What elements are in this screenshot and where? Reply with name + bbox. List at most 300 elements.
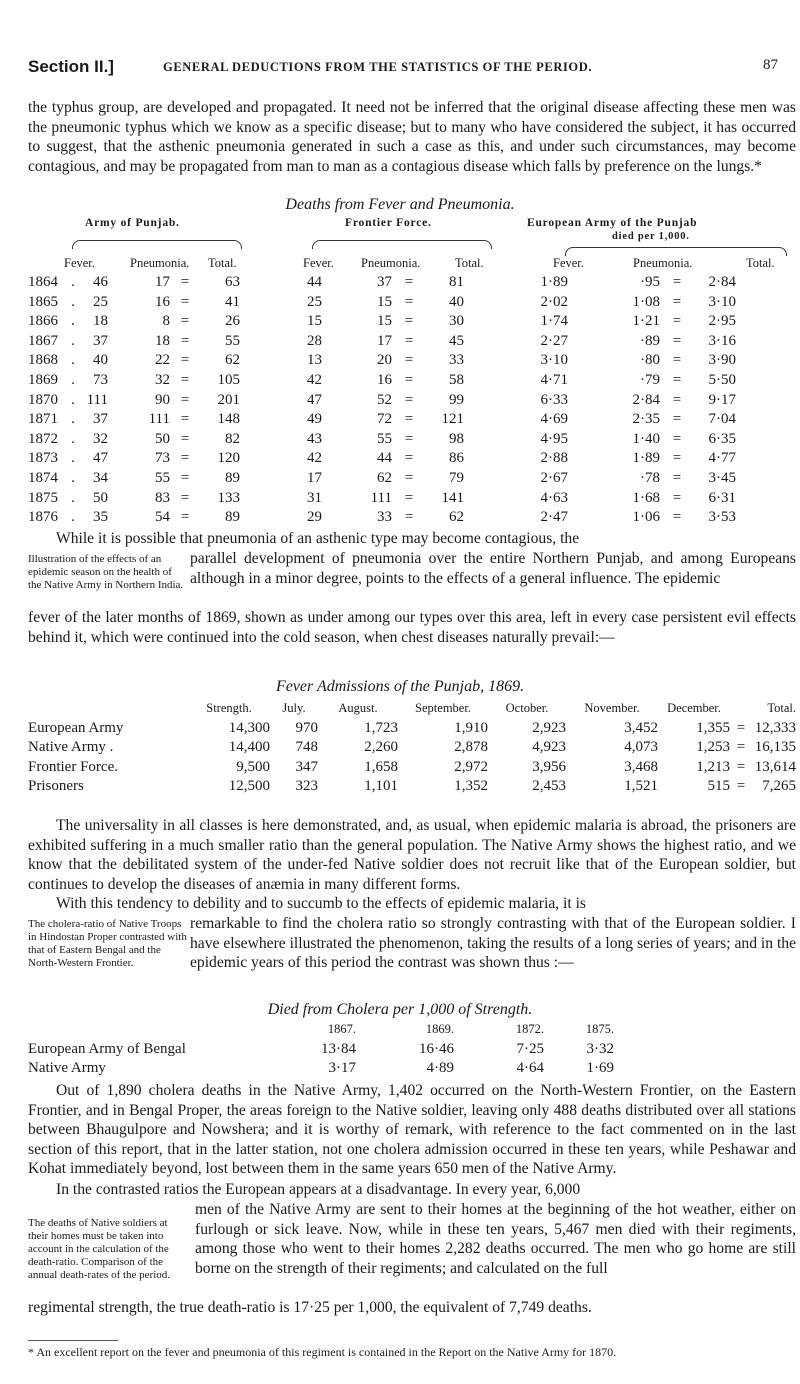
table-row [28,332,736,352]
frontier-pneumonia-cell: 37 [377,274,392,290]
table-row [28,312,736,332]
european-fever-cell: 2·47 [540,509,568,526]
european-pneumonia-cell: 1·68 [632,489,660,506]
month-cell: 2,972 [454,758,488,775]
european-total-cell: 2·95 [708,313,736,330]
row-label: Prisoners [28,778,84,795]
frontier-fever-cell: 28 [307,332,322,349]
army-pneumonia-cell: 55 [155,469,170,486]
equals-sign: = [672,430,682,447]
paragraph-universality: The universality in all classes is here demonstrated, and, as usual, when epidemic malaria is abroad, the prisoners are exhibited suffering in a much smaller ratio than the general population. The Native Army shows the highest ratio, and we know that the debilitated system of the under-fed Native soldier does not recruit like that of the European soldier, but continues to develop the diseases of anæmia in many different forms. [28,817,796,893]
row-label: European Army of Bengal [28,1040,186,1057]
equals-sign: = [180,411,190,428]
frontier-total-cell: 81 [449,274,464,290]
col-header-year-1867: 1867. [327,1022,356,1036]
equals-sign: = [180,509,190,526]
col-header-october: October. [505,701,549,715]
paragraph-cholera-deaths: Out of 1,890 cholera deaths in the Native Army, 1,402 occurred on the North-Western Frontier, on the Eastern Frontier, and in Bengal Proper, the areas foreign to the Native soldier, leaving only 488 deaths distributed over all stations between Bhaugulpore and Nowshera; and it is worthy of remark, with reference to the fact commented on in the last section of this report, that in the latter station, not one cholera admission occurred in these ten years, while Peshawar and Kohat immediately beyond, lost between them in the same years 650 men of the Native Army. [28,1082,796,1178]
col-header-fever: Fever. [303,256,334,270]
table-row [28,758,796,778]
european-pneumonia-cell: 1·89 [632,450,660,467]
leader-dot: . [71,352,75,369]
european-fever-cell: 2·27 [540,332,568,349]
equals-sign: = [180,450,190,467]
equals-sign: = [404,430,414,447]
equals-sign: = [404,450,414,467]
european-total-cell: 2·84 [708,274,736,290]
col-header-september: September. [415,701,471,715]
army-total-cell: 63 [225,274,240,290]
european-fever-cell: 2·67 [540,469,568,486]
table-row [28,738,796,758]
army-total-cell: 148 [217,411,240,428]
equals-sign: = [404,509,414,526]
frontier-total-cell: 45 [449,332,464,349]
footnote-rule [28,1340,118,1341]
col-header-pneumonia: Pneumonia. [633,256,693,270]
european-pneumonia-cell: 1·21 [632,313,660,330]
army-pneumonia-cell: 90 [155,391,170,408]
table2-title: Fever Admissions of the Punjab, 1869. [275,678,525,695]
row-label: Native Army [28,1060,106,1077]
frontier-pneumonia-cell: 17 [377,332,392,349]
equals-sign: = [672,509,682,526]
army-fever-cell: 25 [93,293,108,310]
army-total-cell: 105 [217,371,240,388]
year-cell: 1876 [28,509,58,526]
leader-dot: . [71,313,75,330]
army-pneumonia-cell: 54 [155,509,170,526]
leader-dot: . [71,509,75,526]
strength-cell: 14,400 [228,739,270,756]
month-cell: 3,956 [532,758,566,775]
table-row [28,1059,614,1079]
col-header-year-1869: 1869. [425,1022,454,1036]
european-fever-cell: 2·02 [540,293,568,310]
month-cell: 3,452 [624,719,658,736]
european-total-cell: 7·04 [708,411,736,428]
month-cell: 1,355 [696,719,730,736]
leader-dot: . [71,469,75,486]
month-cell: 748 [295,739,318,756]
army-total-cell: 26 [225,313,240,330]
footnote: * An excellent report on the fever and pneumonia of this regiment is contained in the Report on the Native Army for 1870. [28,1345,617,1359]
european-total-cell: 3·45 [708,469,736,486]
equals-sign: = [404,352,414,369]
leader-dot: . [71,411,75,428]
col-header-total: Total. [208,256,237,270]
frontier-fever-cell: 49 [307,411,322,428]
equals-sign: = [180,489,190,506]
frontier-total-cell: 40 [449,293,464,310]
col-header-november: November. [584,701,640,715]
month-cell: 347 [295,758,318,775]
sidenote-deaths-at-home: The deaths of Native soldiers at their homes must be taken into account in the calculation of the death-ratio. Comparison of the annual death-rates of the period. [28,1217,171,1281]
col-header-total: Total. [746,256,775,270]
page-number: 87 [763,57,778,73]
equals-sign: = [180,352,190,369]
equals-sign: = [404,274,414,290]
equals-sign: = [736,758,746,775]
month-cell: 1,101 [364,778,398,795]
month-cell: 4,073 [624,739,658,756]
table-row [28,293,736,313]
ratio-cell: 13·84 [321,1040,356,1057]
european-fever-cell: 1·89 [540,274,568,290]
equals-sign: = [672,274,682,290]
sidenote-epidemic-season: Illustration of the effects of an epidemic season on the health of the Native Army in Northern India. [28,553,184,591]
equals-sign: = [180,391,190,408]
frontier-pneumonia-cell: 55 [377,430,392,447]
european-pneumonia-cell: ·95 [640,274,660,290]
year-cell: 1870 [28,391,58,408]
army-fever-cell: 35 [93,509,108,526]
col-header-strength: Strength. [206,701,252,715]
month-cell: 1,213 [696,758,730,775]
equals-sign: = [672,332,682,349]
table-row [28,351,736,371]
equals-sign: = [404,332,414,349]
equals-sign: = [404,313,414,330]
army-total-cell: 201 [217,391,240,408]
european-pneumonia-cell: ·89 [640,332,660,349]
leader-dot: . [71,430,75,447]
frontier-fever-cell: 13 [307,352,322,369]
army-pneumonia-cell: 83 [155,489,170,506]
frontier-fever-cell: 29 [307,509,322,526]
year-cell: 1869 [28,371,58,388]
ratio-cell: 1·69 [586,1060,614,1077]
european-total-cell: 3·16 [708,332,736,349]
equals-sign: = [672,469,682,486]
year-cell: 1864 [28,274,58,290]
army-total-cell: 55 [225,332,240,349]
army-fever-cell: 32 [93,430,108,447]
group-brace-army-punjab [72,240,242,249]
army-total-cell: 120 [217,450,240,467]
army-total-cell: 89 [225,469,240,486]
european-fever-cell: 2·88 [540,450,568,467]
section-label: Section II.] [28,57,114,76]
table-cholera-deaths [28,1020,614,1079]
running-title: GENERAL DEDUCTIONS FROM THE STATISTICS OF THE PERIOD. [163,60,593,74]
year-cell: 1866 [28,313,58,330]
equals-sign: = [672,352,682,369]
european-total-cell: 4·77 [708,450,736,467]
equals-sign: = [404,489,414,506]
total-cell: 16,135 [754,739,796,756]
frontier-total-cell: 62 [449,509,464,526]
paragraph-contrasted-wrap: men of the Native Army are sent to their homes at the beginning of the hot weather, either on furlough or sick leave. Now, while in these ten years, 5,467 men died with their regiments, among those who went to their homes 2,282 deaths occurred. The men who go home are still borne on the strength of their regiments; and calculated on the full [195,1201,796,1277]
paragraph-asthenic-tail: fever of the later months of 1869, shown as under among our types over this area, left in every case persistent evil effects behind it, which were continued into the cold season, when chest diseases naturally prevail:— [28,609,796,646]
army-fever-cell: 37 [93,332,108,349]
paragraph-asthenic-lead: While it is possible that pneumonia of an asthenic type may become contagious, the [56,530,580,547]
table-row [28,777,796,797]
month-cell: 2,923 [532,719,566,736]
month-cell: 4,923 [532,739,566,756]
month-cell: 1,253 [696,739,730,756]
army-fever-cell: 37 [93,411,108,428]
ratio-cell: 3·17 [328,1060,356,1077]
army-pneumonia-cell: 16 [155,293,170,310]
european-fever-cell: 1·74 [540,313,568,330]
year-cell: 1868 [28,352,58,369]
frontier-fever-cell: 42 [307,371,322,388]
year-cell: 1875 [28,489,58,506]
table-row [28,719,796,739]
frontier-pneumonia-cell: 16 [377,371,392,388]
frontier-pneumonia-cell: 52 [377,391,392,408]
month-cell: 3,468 [624,758,658,775]
army-pneumonia-cell: 73 [155,450,170,467]
frontier-fever-cell: 43 [307,430,322,447]
equals-sign: = [672,371,682,388]
equals-sign: = [404,391,414,408]
frontier-pneumonia-cell: 33 [377,509,392,526]
frontier-total-cell: 58 [449,371,464,388]
frontier-pneumonia-cell: 62 [377,469,392,486]
paragraph-debility-wrap: remarkable to find the cholera ratio so strongly contrasting with that of the European soldier. I have elsewhere illustrated the phenomenon, taking the results of a long series of years; and in the epidemic years of this period the contrast was shown thus :— [190,915,796,972]
equals-sign: = [180,274,190,290]
frontier-total-cell: 30 [449,313,464,330]
frontier-pneumonia-cell: 20 [377,352,392,369]
army-total-cell: 82 [225,430,240,447]
month-cell: 1,521 [624,778,658,795]
leader-dot: . [71,332,75,349]
total-cell: 7,265 [762,778,796,795]
frontier-total-cell: 86 [449,450,464,467]
row-label: European Army [28,719,124,736]
frontier-total-cell: 121 [441,411,464,428]
european-total-cell: 6·35 [708,430,736,447]
european-pneumonia-cell: 1·40 [632,430,660,447]
ratio-cell: 7·25 [516,1040,544,1057]
leader-dot: . [71,391,75,408]
army-pneumonia-cell: 32 [155,371,170,388]
year-cell: 1872 [28,430,58,447]
frontier-total-cell: 33 [449,352,464,369]
equals-sign: = [672,313,682,330]
col-header-july: July. [282,701,306,715]
year-cell: 1867 [28,332,58,349]
european-fever-cell: 4·71 [540,371,568,388]
total-cell: 13,614 [754,758,796,775]
month-cell: 970 [295,719,318,736]
frontier-pneumonia-cell: 111 [370,489,392,506]
army-pneumonia-cell: 22 [155,352,170,369]
frontier-fever-cell: 42 [307,450,322,467]
army-fever-cell: 46 [93,274,108,290]
leader-dot: . [71,489,75,506]
month-cell: 1,658 [364,758,398,775]
group-subheader-per-1000: died per 1,000. [612,231,690,242]
equals-sign: = [672,411,682,428]
sidenote-cholera-ratio: The cholera-ratio of Native Troops in Hindostan Proper contrasted with that of Eastern Bengal and the North-Western Frontier. [28,918,187,969]
frontier-total-cell: 79 [449,469,464,486]
month-cell: 2,453 [532,778,566,795]
frontier-fever-cell: 44 [307,274,322,290]
frontier-fever-cell: 15 [307,313,322,330]
table-row [28,273,736,293]
army-pneumonia-cell: 17 [155,274,170,290]
col-header-fever: Fever. [64,256,95,270]
frontier-fever-cell: 25 [307,293,322,310]
group-brace-frontier-force [312,240,492,249]
month-cell: 515 [707,778,730,795]
army-fever-cell: 111 [86,391,108,408]
equals-sign: = [180,371,190,388]
paragraph-asthenic-wrap: parallel development of pneumonia over the entire Northern Punjab, and among Europeans although in a minor degree, points to the effects of a general influence. The epidemic [190,550,796,587]
month-cell: 1,352 [454,778,488,795]
table-row [28,371,736,391]
army-fever-cell: 34 [93,469,108,486]
frontier-pneumonia-cell: 72 [377,411,392,428]
equals-sign: = [404,293,414,310]
army-total-cell: 133 [217,489,240,506]
leader-dot: . [71,293,75,310]
european-pneumonia-cell: 1·06 [632,509,660,526]
frontier-total-cell: 98 [449,430,464,447]
year-cell: 1865 [28,293,58,310]
army-fever-cell: 50 [93,489,108,506]
equals-sign: = [404,411,414,428]
army-pneumonia-cell: 50 [155,430,170,447]
col-header-total: Total. [455,256,484,270]
table-row [28,391,736,411]
paragraph-contrasted-tail: regimental strength, the true death-ratio is 17·25 per 1,000, the equivalent of 7,749 deaths. [28,1299,592,1316]
frontier-pneumonia-cell: 15 [377,293,392,310]
equals-sign: = [672,450,682,467]
col-header-total: Total. [767,701,796,715]
year-cell: 1873 [28,450,58,467]
month-cell: 323 [295,778,318,795]
european-pneumonia-cell: ·78 [640,469,660,486]
table-row [28,1040,614,1060]
european-fever-cell: 4·69 [540,411,568,428]
equals-sign: = [672,489,682,506]
col-header-pneumonia: Pneumonia. [361,256,421,270]
col-header-fever: Fever. [553,256,584,270]
equals-sign: = [180,430,190,447]
equals-sign: = [736,719,746,736]
european-pneumonia-cell: 1·08 [632,293,660,310]
european-total-cell: 5·50 [708,371,736,388]
army-total-cell: 41 [225,293,240,310]
col-header-august: August. [338,701,378,715]
army-fever-cell: 47 [93,450,108,467]
equals-sign: = [404,469,414,486]
table-row [28,449,736,469]
ratio-cell: 16·46 [419,1040,454,1057]
table-deaths-fever-pneumonia [28,273,736,528]
army-total-cell: 89 [225,509,240,526]
group-header-frontier-force: Frontier Force. [345,217,432,229]
paragraph-intro: the typhus group, are developed and propagated. It need not be inferred that the original disease affecting these men was the pneumonic typhus which we know as a specific disease; but to many who have considered the subject, it has occurred to suggest, that the asthenic pneumonia generated in such a case as this, and under such circumstances, may become contagious, and may be propagated from man to man as a contagious disease which falls by preference on the lungs.* [28,99,796,175]
frontier-pneumonia-cell: 15 [377,313,392,330]
col-header-december: December. [667,701,721,715]
european-total-cell: 3·10 [708,293,736,310]
strength-cell: 9,500 [236,758,270,775]
european-fever-cell: 3·10 [540,352,568,369]
army-pneumonia-cell: 111 [148,411,170,428]
equals-sign: = [736,778,746,795]
army-pneumonia-cell: 18 [155,332,170,349]
frontier-pneumonia-cell: 44 [377,450,392,467]
strength-cell: 12,500 [228,778,270,795]
leader-dot: . [71,274,75,290]
european-pneumonia-cell: ·79 [640,371,660,388]
equals-sign: = [672,391,682,408]
european-fever-cell: 6·33 [540,391,568,408]
equals-sign: = [180,332,190,349]
frontier-fever-cell: 31 [307,489,322,506]
ratio-cell: 4·64 [516,1060,544,1077]
table1-title: Deaths from Fever and Pneumonia. [285,196,515,213]
european-fever-cell: 4·63 [540,489,568,506]
frontier-total-cell: 99 [449,391,464,408]
ratio-cell: 3·32 [586,1040,614,1057]
table-row [28,508,736,528]
paragraph-debility-lead: With this tendency to debility and to succumb to the effects of epidemic malaria, it is [56,895,586,912]
row-label: Native Army . [28,739,114,756]
group-header-european-army: European Army of the Punjab [527,217,698,229]
table-row [28,489,736,509]
month-cell: 1,910 [454,719,488,736]
equals-sign: = [736,739,746,756]
army-fever-cell: 73 [93,371,108,388]
table-row [28,430,736,450]
month-cell: 1,723 [364,719,398,736]
european-total-cell: 9·17 [708,391,736,408]
year-cell: 1874 [28,469,58,486]
equals-sign: = [404,371,414,388]
european-total-cell: 6·31 [708,489,736,506]
equals-sign: = [180,469,190,486]
frontier-fever-cell: 17 [307,469,322,486]
col-header-pneumonia: Pneumonia. [130,256,190,270]
table-row [28,410,736,430]
european-fever-cell: 4·95 [540,430,568,447]
page-header [28,57,778,81]
table3-title: Died from Cholera per 1,000 of Strength. [267,1001,533,1018]
equals-sign: = [672,293,682,310]
paragraph-contrasted-lead: In the contrasted ratios the European appears at a disadvantage. In every year, 6,000 [56,1181,581,1198]
army-fever-cell: 18 [93,313,108,330]
ratio-cell: 4·89 [426,1060,454,1077]
european-pneumonia-cell: 2·84 [632,391,660,408]
european-total-cell: 3·90 [708,352,736,369]
army-total-cell: 62 [225,352,240,369]
european-pneumonia-cell: 2·35 [632,411,660,428]
equals-sign: = [180,293,190,310]
year-cell: 1871 [28,411,58,428]
col-header-year-1875: 1875. [585,1022,614,1036]
european-total-cell: 3·53 [708,509,736,526]
leader-dot: . [71,371,75,388]
total-cell: 12,333 [754,719,796,736]
frontier-total-cell: 141 [441,489,464,506]
european-pneumonia-cell: ·80 [640,352,660,369]
col-header-year-1872: 1872. [515,1022,544,1036]
table-row [28,469,736,489]
frontier-fever-cell: 47 [307,391,322,408]
group-header-army-punjab: Army of Punjab. [85,217,180,229]
month-cell: 2,260 [364,739,398,756]
equals-sign: = [180,313,190,330]
table-fever-admissions [28,699,796,797]
group-brace-european-army [565,247,787,256]
strength-cell: 14,300 [228,719,270,736]
